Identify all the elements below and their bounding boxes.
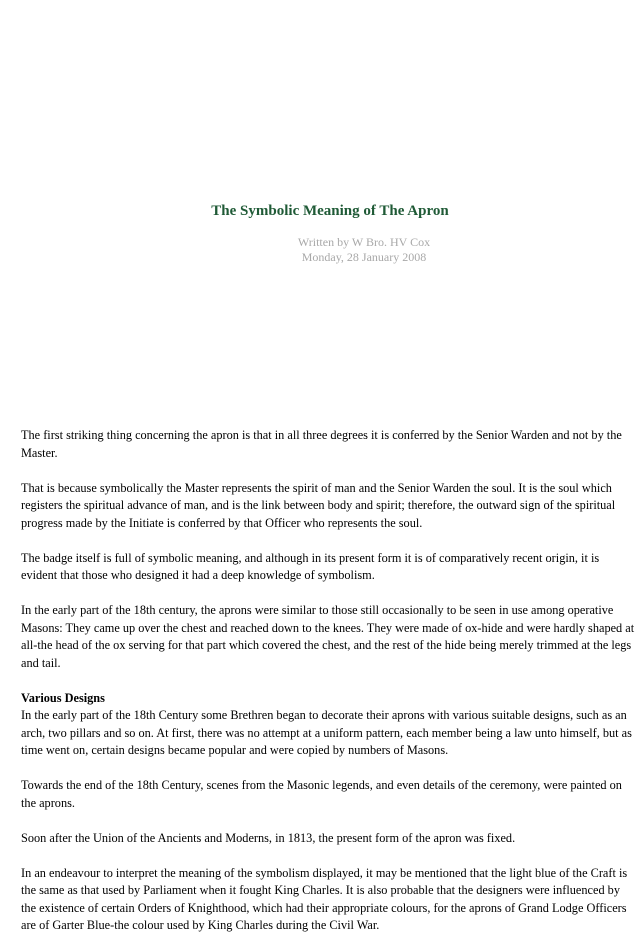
paragraph-8: In an endeavour to interpret the meaning of the symbolism displayed, it may be mentioned that the light blue of the Craft is the same as that used by Parliament when it fought King Charles. It is also probable that the designers were influenced by the existence of certain Orders of Knighthood, which had their appropriate colours, for the aprons of Grand Lodge Officers are of Garter Blue-the colour used by King Charles during the Civil War. bbox=[21, 865, 628, 932]
article-meta bbox=[0, 235, 638, 265]
article-title: The Symbolic Meaning of The Apron bbox=[211, 203, 449, 219]
section-heading: Various Designs bbox=[21, 690, 105, 705]
paragraph-5: In the early part of the 18th Century some Brethren began to decorate their aprons with various suitable designs, such as an arch, two pillars and so on. At first, there was no attempt at a uniform pattern, each member being a law unto himself, but as time went on, certain designs became popular and were copied by numbers of Masons. bbox=[21, 708, 632, 757]
paragraph-4: In the early part of the 18th century, the aprons were similar to those still occasionally to be seen in use among operative Masons: They came up over the chest and reached down to the knees. They were made of ox-hide and were hardly shaped at all-the head of the ox serving for that part which covered the chest, and the rest of the hide being merely trimmed at the legs and tail. bbox=[21, 603, 635, 670]
section-various-designs bbox=[21, 690, 637, 760]
author-line: Written by W Bro. HV Cox bbox=[297, 235, 431, 249]
paragraph-3: The badge itself is full of symbolic meaning, and although in its present form it is of comparatively recent origin, it is evident that those who designed it had a deep knowledge of symbolism. bbox=[21, 550, 600, 582]
paragraph-2: That is because symbolically the Master represents the spirit of man and the Senior Warden the soul. It is the soul which registers the spiritual advance of man, and is the link between body and spirit; therefore, the outward sign of the spiritual progress made by the Initiate is conferred by that Officer who represents the soul. bbox=[21, 480, 616, 530]
article-header bbox=[0, 201, 638, 265]
paragraph-6: Towards the end of the 18th Century, scenes from the Masonic legends, and even details of the ceremony, were painted on the aprons. bbox=[21, 778, 622, 810]
paragraph-7: Soon after the Union of the Ancients and Moderns, in 1813, the present form of the apron was fixed. bbox=[21, 830, 516, 845]
paragraph-1: The first striking thing concerning the apron is that in all three degrees it is conferred by the Senior Warden and not by the Master. bbox=[21, 428, 622, 460]
date-line: Monday, 28 January 2008 bbox=[301, 250, 427, 264]
article-body bbox=[21, 427, 637, 952]
